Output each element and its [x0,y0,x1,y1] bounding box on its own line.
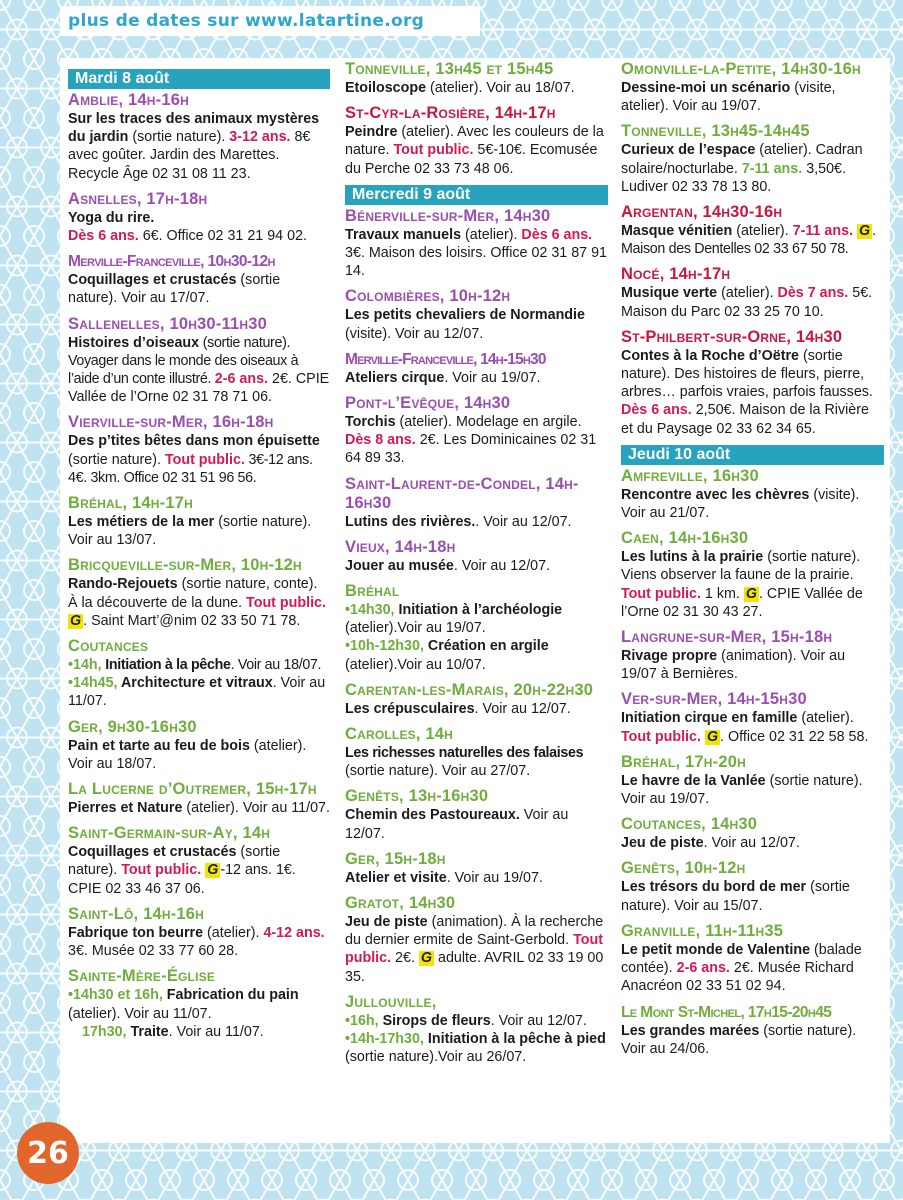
event-entry [345,394,608,468]
event-audience: Tout public. [621,585,701,602]
event-desc: (sortie nature). Voir au 13/07. [68,514,312,549]
event-audience: 4-12 ans. [263,924,325,941]
event-desc: 5€. Maison du Parc 02 33 25 70 10. [621,285,873,320]
event-desc: . Voir au 12/07. [703,835,800,852]
event-title: Coquillages et crustacés [68,844,237,861]
event-location: Vieux, 14h-18h [345,537,456,556]
event-location: Gratot, 14h30 [345,894,456,913]
event-location: Le Mont St-Michel, 17h15-20h45 [621,1003,832,1021]
event-body [621,647,884,683]
event-location: Tonneville, 13h45 et 15h45 [345,60,554,78]
event-desc: (sortie nature). [68,451,165,468]
event-title: Initiation à la pêche à pied [423,1031,606,1048]
event-title: Des p’tites bêtes dans mon épuisette [68,433,320,450]
event-title: Ateliers cirque [345,369,445,386]
event-desc: (sortie nature). Voir au 17/07. [68,272,281,307]
event-entry [345,104,608,178]
event-entry [621,859,884,914]
event-body [345,806,608,842]
event-location: Bricqueville-sur-Mer, 10h-12h [68,556,302,575]
event-body [621,834,884,852]
event-time: •10h-12h30, [345,638,424,655]
event-location: Ger, 9h30-16h30 [68,717,197,736]
event-desc: (atelier). Avec les couleurs de la nature. [345,124,604,159]
event-body [68,799,330,817]
event-audience: 7-11 ans. [741,160,803,177]
event-title: Sirops de fleurs [378,1012,491,1029]
event-entry [68,556,330,630]
event-title: Traite [126,1023,169,1040]
event-subentry [68,986,330,1022]
event-desc: adulte. AVRIL 02 33 19 00 35. [345,950,604,985]
event-body [68,575,330,630]
event-desc: 8€ avec goûter. Jardin des Marettes. Recycle Âge 02 31 08 11 23. [68,129,311,182]
event-desc: (sortie nature). Voir au 19/07. [621,772,863,808]
event-entry [345,725,608,780]
event-desc: 3,50€. Ludiver 02 33 78 13 80. [621,160,846,195]
event-desc: (sortie nature).Voir au 26/07. [345,1049,527,1066]
event-body [68,737,330,773]
event-desc: (atelier). Voir au 11/07. [182,800,330,817]
event-location: Bréhal, 17h-20h [621,752,746,771]
event-location: Merville-Franceville, 10h30-12h [68,253,275,271]
event-desc: (atelier).Voir au 19/07. [345,620,486,637]
event-desc: (atelier). [203,924,264,941]
event-title: Masque vénitien [621,223,733,240]
event-entry [621,467,884,522]
event-location: Pont-l’Evêque, 14h30 [345,394,511,413]
event-desc: (sortie nature). Voyager dans le monde des oiseaux à l’aide d’un conte illustré. [68,334,299,388]
event-location: Ver-sur-Mer, 14h-15h30 [621,690,807,709]
event-entry [621,815,884,852]
event-body [345,413,608,468]
event-desc: -12 ans. 1€. CPIE 02 33 46 37 06. [68,862,296,897]
event-title: Rencontre avec les chèvres [621,486,810,503]
event-desc: . Voir au 11/07. [168,1023,264,1040]
event-title: Atelier et visite [345,869,447,886]
event-entry [621,203,884,258]
event-location: La Lucerne d’Outremer, 15h-17h [68,780,317,799]
event-desc: (atelier). Voir au 18/07. [68,737,307,772]
event-title: Architecture et vitraux [117,675,273,692]
event-entry [345,850,608,887]
event-title: Les crépusculaires [345,700,475,717]
event-desc: (atelier). Voir au 11/07. [68,1005,212,1022]
event-subentry [345,601,608,637]
column-2 [345,60,608,1140]
event-title: Le havre de la Vanlée [621,772,766,789]
event-body [345,226,608,281]
event-body [68,334,330,407]
event-location: Granville, 11h-11h35 [621,921,784,940]
event-title: Musique verte [621,285,718,302]
event-title: Curieux de l’espace [621,142,756,159]
event-body [68,110,330,183]
event-time: 17h30, [82,1023,127,1040]
event-desc: (sortie nature, conte). À la découverte de la dune. [68,576,318,611]
event-title: Peindre [345,124,398,141]
event-title: Travaux manuels [345,226,462,243]
event-body [621,709,884,745]
event-title: Jeu de piste [621,835,704,852]
event-desc: 3€-12 ans. 4€. 3km. Office 02 31 51 96 56. [68,451,313,486]
header-website-text: plus de dates sur www.latartine.org [68,11,425,31]
event-title: Rando-Rejouets [68,576,178,593]
free-badge-icon: G [859,223,871,240]
event-desc: (atelier). Voir au 18/07. [426,80,575,96]
event-time: •14h45, [68,675,118,692]
event-location: Vierville-sur-Mer, 16h-18h [68,413,274,432]
event-location: Bréhal [345,582,400,601]
event-desc: . Maison des Dentelles 02 33 67 50 78. [621,223,876,258]
event-entry [345,287,608,342]
day-header: Jeudi 10 août [621,445,884,465]
event-desc: . Voir au 18/07. [230,657,322,674]
event-title: Création en argile [423,638,549,655]
event-title: Rivage propre [621,648,718,665]
event-entry [621,529,884,621]
event-time: •14h, [68,657,102,674]
event-desc: (atelier). Modelage en argile. [395,414,582,431]
page-number-badge [17,1122,79,1184]
event-location: Bréhal, 14h-17h [68,494,193,513]
event-location: Omonville-la-Petite, 14h30-16h [621,60,861,78]
free-badge-icon: G [70,612,82,629]
event-body [345,123,608,178]
event-desc: (sortie nature). Voir au 24/06. [621,1022,857,1057]
event-entry [621,265,884,320]
event-desc: (visite). Voir au 12/07. [345,325,484,342]
free-badge-icon: G [420,950,433,967]
event-title: Fabrication du pain [162,987,299,1004]
event-location: Colombières, 10h-12h [345,287,511,306]
event-desc: 3€. Musée 02 33 77 60 28. [68,943,239,960]
event-title: Les richesses naturelles des falaises [345,745,584,762]
event-subentry [345,1012,608,1030]
event-entry [345,475,608,531]
event-audience: Tout public. [345,932,603,967]
event-desc: (animation). Voir au 19/07 à Bernières. [621,648,846,683]
event-title: Initiation cirque en famille [621,710,798,727]
free-badge-icon: G [745,585,757,602]
event-desc: . Voir au 12/07. [453,557,551,574]
event-title: Yoga du rire. [68,209,155,226]
event-body [345,79,608,97]
page-number: 26 [27,1135,69,1171]
event-entry [345,207,608,281]
event-body [621,941,884,996]
event-location: Tonneville, 13h45-14h45 [621,122,810,141]
event-desc: . Saint Mart’@nim 02 33 50 71 78. [83,612,301,629]
event-desc: . Office 02 31 22 58 58. [720,728,869,745]
event-desc: 6€. Office 02 31 21 94 02. [138,228,307,245]
event-location: St-Cyr-la-Rosière, 14h-17h [345,104,556,123]
event-location: Saint-Lô, 14h-16h [68,904,205,923]
event-desc: (visite). Voir au 21/07. [621,486,860,522]
event-desc: (sortie nature). [68,844,281,879]
event-desc: . Voir au 12/07. [474,700,571,717]
event-desc: Voir au 12/07. [345,807,569,842]
event-audience: Tout public. [246,594,326,611]
event-title: Les lutins à la prairie [621,549,764,566]
event-audience: Dès 6 ans. [521,226,593,243]
event-body [621,222,884,258]
event-body [345,744,608,780]
event-desc: (animation). À la recherche du dernier ermite de Saint-Gerbold. [345,914,604,949]
event-time: •14h-17h30, [345,1031,424,1048]
event-body [68,432,330,487]
header-banner [60,6,480,36]
event-title: Pierres et Nature [68,800,183,817]
event-body [621,486,884,522]
event-entry [68,315,330,407]
event-desc: (atelier). Cadran solaire/nocturlabe. [621,142,863,177]
event-entry [68,637,330,711]
event-entry [621,753,884,808]
event-location: Ger, 15h-18h [345,849,446,868]
event-audience: Tout public. [393,142,474,159]
event-audience: Dès 7 ans. [777,285,849,302]
event-body [68,271,330,307]
event-title: Initiation à l’archéologie [394,602,563,619]
event-body [621,1022,884,1058]
column-1 [68,65,330,1145]
column-3 [621,60,884,1140]
event-subentry [345,1030,608,1066]
event-entry [68,494,330,549]
event-body [621,79,884,115]
event-desc: (atelier). [797,710,854,727]
event-desc: (atelier). [461,226,522,243]
event-desc: . Voir au 12/07. [490,1012,587,1029]
day-header: Mardi 8 août [68,69,330,89]
event-location: Asnelles, 17h-18h [68,189,208,208]
event-body [621,141,884,196]
event-body [68,843,330,898]
event-entry [68,967,330,1041]
event-entry [345,60,608,97]
event-entry [621,1003,884,1058]
event-title: Jouer au musée [345,557,454,574]
event-entry [68,905,330,960]
event-body [68,924,330,960]
event-body [345,913,608,986]
event-audience: Tout public. [121,862,202,879]
event-title: Initiation à la pêche [101,657,231,674]
event-title: Lutins des rivières. [345,513,476,530]
event-title: Fabrique ton beurre [68,924,204,941]
event-entry [345,894,608,986]
event-entry [345,582,608,674]
event-desc: (sortie nature). Voir au 15/07. [621,879,850,914]
event-body [68,513,330,549]
event-title: Contes à la Roche d’Oëtre [621,347,799,364]
event-body [621,772,884,808]
event-subentry [68,1023,330,1041]
event-entry [345,681,608,718]
event-entry [621,328,884,438]
event-location: Langrune-sur-Mer, 15h-18h [621,628,833,647]
event-audience: Dès 6 ans. [621,402,692,419]
event-location: Merville-Franceville, 14h-15h30 [345,350,546,368]
event-entry [345,787,608,842]
event-body [345,700,608,718]
event-body [621,347,884,438]
event-location: Genêts, 13h-16h30 [345,787,489,806]
event-audience: 3-12 ans. [229,129,291,146]
event-entry [68,190,330,245]
event-desc: (sortie nature). Voir au 27/07. [345,763,531,780]
event-subentry [68,656,330,674]
event-title: Torchis [345,414,396,431]
event-desc: 2€. Les Dominicaines 02 31 64 89 33. [345,432,597,467]
event-audience: Dès 6 ans. [68,228,139,245]
event-entry [345,993,608,1067]
event-entry [621,922,884,996]
event-entry [345,538,608,575]
event-time: •16h, [345,1012,379,1029]
event-location: Argentan, 14h30-16h [621,203,783,222]
event-location: Caen, 14h-16h30 [621,529,749,548]
event-title: Le petit monde de Valentine [621,941,811,958]
event-desc: (balade contée). [621,941,862,977]
event-location: Sainte-Mère-Église [68,967,216,986]
event-location: Coutances [68,637,149,656]
event-desc: . CPIE Vallée de l’Orne 02 31 30 43 27. [621,585,863,620]
event-audience: 2-6 ans. [676,960,730,977]
event-title: Etoiloscope [345,80,427,96]
event-entry [68,824,330,898]
event-desc: . Voir au 19/07. [446,869,543,886]
event-title: Les trésors du bord de mer [621,879,807,896]
event-title: Les petits chevaliers de Normandie [345,307,585,324]
event-entry [68,252,330,307]
event-audience: Tout public. [164,451,245,468]
event-location: Jullouville, [345,992,437,1011]
event-subentry [68,674,330,710]
event-audience: 7-11 ans. [792,223,854,240]
free-badge-icon: G [706,728,719,745]
event-location: Saint-Germain-sur-Ay, 14h [68,824,271,843]
event-desc: 1 km. [700,585,744,602]
event-desc: 2€. CPIE Vallée de l’Orne 02 31 78 71 06. [68,371,330,406]
event-location: Amfreville, 16h30 [621,466,759,485]
event-desc: 2€. Musée Richard Anacréon 02 33 51 02 94. [621,960,854,995]
event-entry [68,718,330,773]
event-location: Saint-Laurent-de-Condel, 14h-16h30 [345,474,579,512]
event-desc: (atelier). [732,223,793,240]
event-location: Genêts, 10h-12h [621,859,746,878]
event-desc: (sortie nature). [128,129,230,146]
event-entry [621,122,884,196]
event-body [621,548,884,621]
event-title: Les grandes marées [621,1022,760,1039]
event-time: •14h30, [345,602,395,619]
event-desc: 2,50€. Maison de la Rivière et du Paysage 02 33 62 34 65. [621,402,869,437]
event-desc: (sortie nature). Viens observer la faune de la prairie. [621,549,861,584]
event-body [345,869,608,887]
event-audience: Tout public. [621,728,701,745]
event-body [345,557,608,575]
event-entry [345,350,608,387]
event-location: Amblie, 14h-16h [68,91,189,109]
event-entry [621,628,884,683]
event-desc: (sortie nature). Des histoires de fleurs, pierre, arbres… parfois vraies, parfois fausses. [621,347,873,401]
event-desc: (visite, atelier). Voir au 19/07. [621,80,836,115]
event-title: Les métiers de la mer [68,514,215,531]
event-entry [68,91,330,183]
free-badge-icon: G [207,862,219,879]
event-title: Coquillages et crustacés [68,272,237,289]
event-body [345,369,608,387]
event-audience: Dès 8 ans. [345,432,416,449]
event-location: Coutances, 14h30 [621,815,758,834]
event-subentry [345,637,608,673]
event-desc: 5€-10€. Ecomusée du Perche 02 33 73 48 06. [345,142,598,177]
event-location: Sallenelles, 10h30-11h30 [68,314,267,333]
event-location: Carentan-les-Marais, 20h-22h30 [345,680,594,699]
event-desc: 3€. Maison des loisirs. Office 02 31 87 91 14. [345,245,607,280]
event-title: Chemin des Pastoureaux. [345,807,520,824]
event-title: Dessine-moi un scénario [621,80,791,96]
event-title: Jeu de piste [345,914,428,931]
event-location: St-Philbert-sur-Orne, 14h30 [621,327,843,346]
event-desc: (atelier).Voir au 10/07. [345,656,486,673]
event-body [621,878,884,914]
event-time: •14h30 et 16h, [68,987,163,1004]
event-body [345,513,608,531]
event-title: Pain et tarte au feu de bois [68,737,250,754]
event-audience: 2-6 ans. [214,371,269,388]
event-desc: 2€. [391,950,419,967]
event-location: Carolles, 14h [345,725,454,744]
event-location: Bénerville-sur-Mer, 14h30 [345,206,551,225]
event-desc: . Voir au 19/07. [444,369,541,386]
event-body [68,209,330,245]
event-desc: (atelier). [717,285,778,302]
event-entry [68,780,330,817]
event-body [621,284,884,320]
event-body [345,306,608,342]
event-location: Nocé, 14h-17h [621,265,731,284]
event-entry [621,690,884,745]
event-desc: . Voir au 11/07. [68,675,326,710]
day-header: Mercredi 9 août [345,185,608,205]
event-entry [68,413,330,487]
event-desc: . Voir au 12/07. [475,513,572,530]
event-entry [621,60,884,115]
event-title: Histoires d’oiseaux [68,334,200,351]
event-title: Sur les traces des animaux mystères du jardin [68,111,320,146]
